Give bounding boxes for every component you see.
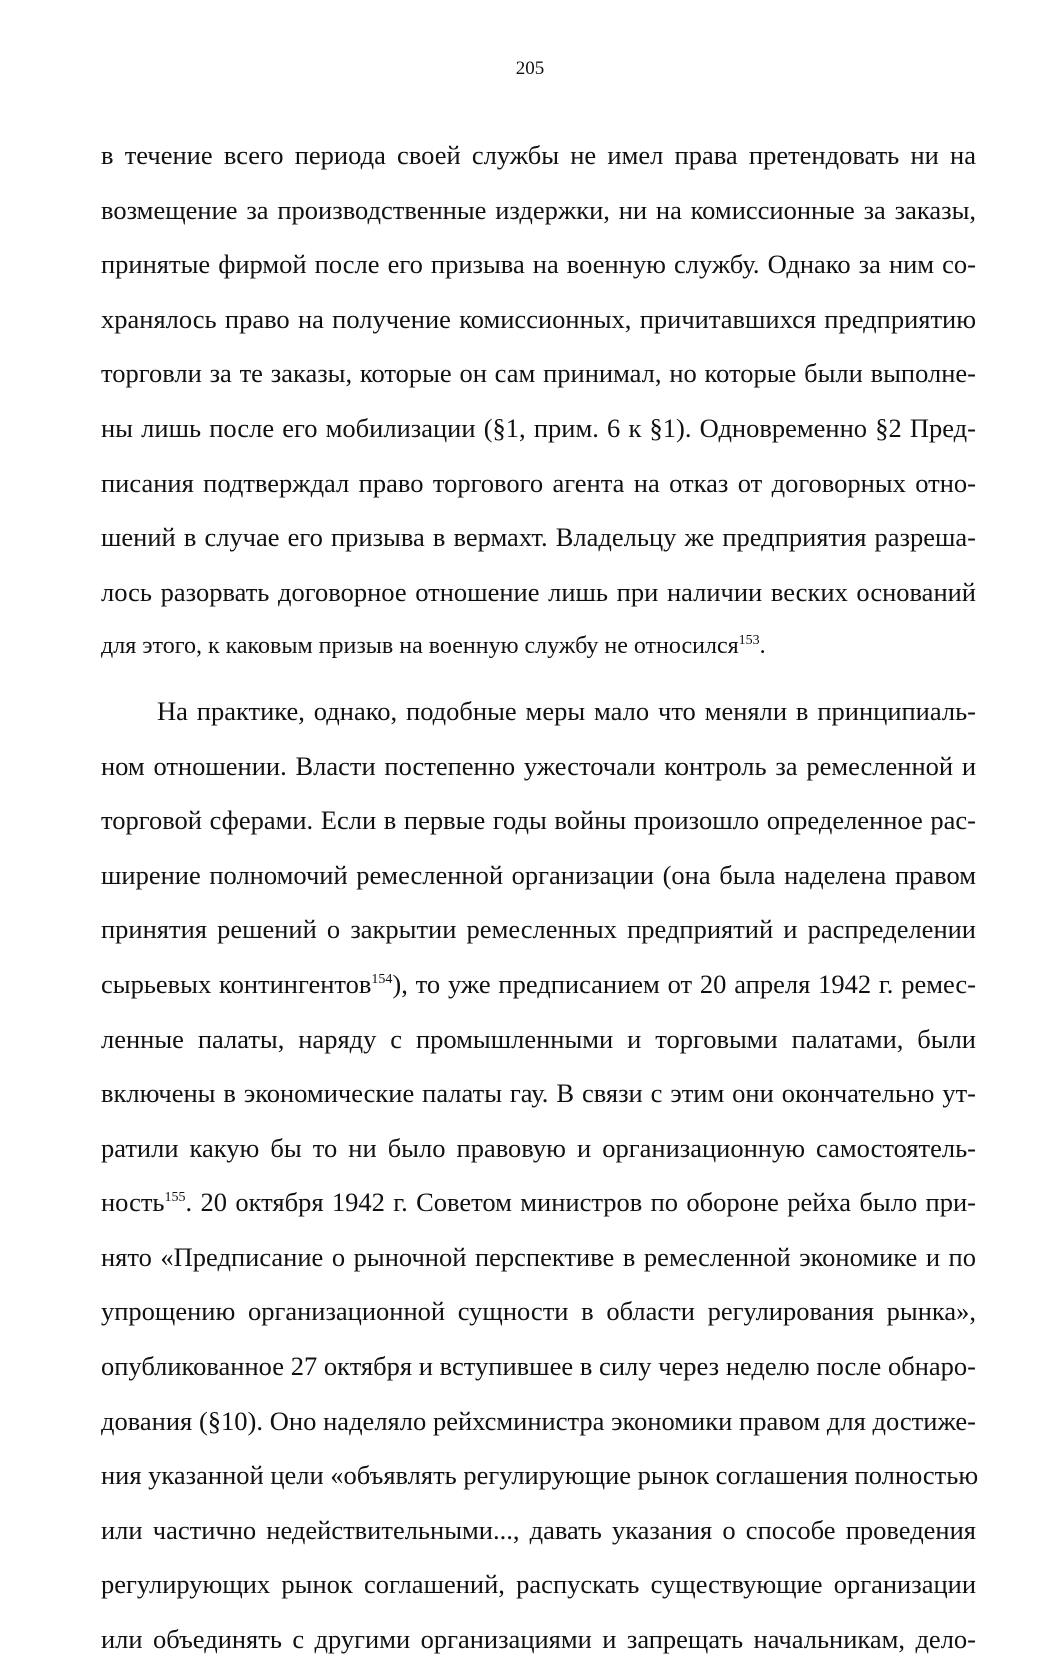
line-text: ность [101,1187,165,1218]
text-line: ния указанной цели «объявлять регулирующие рынок соглашения полностью [101,1460,979,1491]
text-line: торговой сферами. Если в первые годы войны произошло определенное рас- [101,805,976,836]
text-line: На практике, однако, подобные меры мало что меняли в принципиаль- [157,695,976,726]
paragraph-1 [101,128,976,674]
text-line: ном отношении. Власти постепенно ужесточали контроль за ремесленной и [101,750,976,781]
text-line [101,1175,976,1230]
text-line: ширение полномочий ремесленной организации (она была наделена правом [101,859,976,890]
text-line [101,957,976,1012]
text-line: регулирующих рынок соглашений, распускать существующие организации [101,1569,976,1600]
text-line: хранялось право на получение комиссионных, причитавшихся предприятию [101,303,976,334]
body-text [101,128,979,1667]
text-line: или частично недействительными..., давать указания о способе проведения [101,1514,976,1545]
paragraph-2 [101,684,979,1667]
footnote-marker: 153 [738,633,760,649]
text-line: писания подтверждал право торгового агента на отказ от договорных отно- [101,467,976,498]
page-number: 205 [515,58,545,79]
text-line: возмещение за производственные издержки, ни на комиссионные за заказы, [101,194,976,225]
text-line: или объединять с другими организациями и запрещать начальникам, дело- [101,1624,976,1655]
text-line: включены в экономические палаты гау. В связи с этим они окончательно ут- [101,1078,976,1109]
line-text: . [759,633,766,660]
text-line: лось разорвать договорное отношение лишь при наличии веских оснований [101,576,976,607]
text-line: дования (§10). Оно наделяло рейхсминистра экономики правом для достиже- [101,1405,976,1436]
text-line: торговли за те заказы, которые он сам принимал, но которые были выполне- [101,358,976,389]
text-line: ленные палаты, наряду с промышленными и торговыми палатами, были [101,1023,976,1054]
text-line: шений в случае его призыва в вермахт. Владельцу же предприятия разреша- [101,522,976,553]
text-line [101,619,976,674]
line-text: ), то уже предписанием от 20 апреля 1942 г. ремес- [392,968,976,999]
footnote-marker: 154 [371,972,393,988]
text-line: в течение всего периода своей службы не имел права претендовать ни на [101,140,976,170]
text-line: ны лишь после его мобилизации (§1, прим. 6 к §1). Одновременно §2 Пред- [101,412,976,443]
text-line: нято «Предписание о рыночной перспективе в ремесленной экономике и по [101,1241,976,1272]
text-line: принятия решений о закрытии ремесленных предприятий и распределении [101,914,976,945]
text-line: опубликованное 27 октября и вступившее в силу через неделю после обнаро- [101,1351,976,1382]
text-line: принятые фирмой после его призыва на военную службу. Однако за ним со- [101,249,976,280]
text-line: ратили какую бы то ни было правовую и организационную самостоятель- [101,1132,976,1163]
footnote-marker: 155 [164,1190,186,1206]
text-line: упрощению организационной сущности в области регулирования рынка», [101,1296,976,1327]
line-text: для этого, к каковым призыв на военную службу не относился [101,633,739,660]
line-text: сырьевых контингентов [101,968,372,999]
line-text: . 20 октября 1942 г. Советом министров по обороне рейха было при- [185,1187,976,1218]
